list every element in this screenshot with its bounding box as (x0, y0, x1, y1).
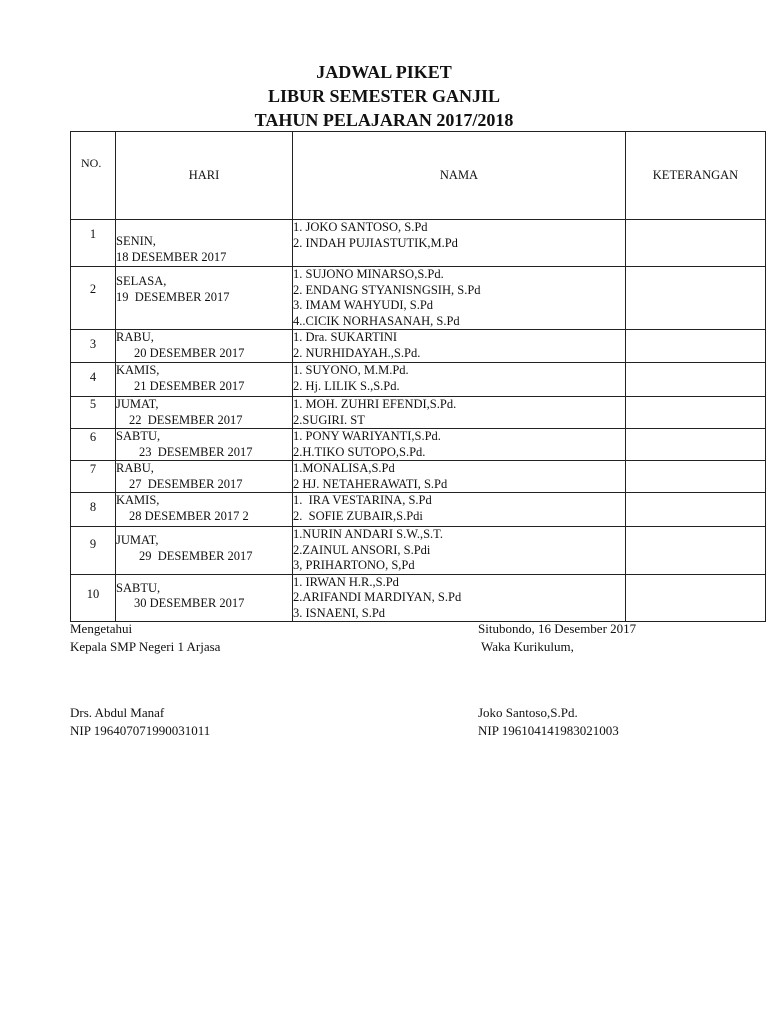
day-date: 29 DESEMBER 2017 (139, 548, 253, 563)
staff-name: 2. SOFIE ZUBAIR,S.Pdi (293, 508, 423, 523)
row-nama (293, 527, 626, 575)
kepala-sekolah-nip: NIP 196407071990031011 (70, 723, 211, 738)
row-number: 2 (71, 267, 116, 330)
day-name: SABTU, (116, 580, 161, 595)
staff-name: 3. ISNAENI, S.Pd (293, 605, 386, 620)
row-nama (293, 493, 626, 527)
row-hari (116, 429, 293, 461)
row-nama (293, 363, 626, 397)
right-signature-block (478, 620, 636, 740)
table-row (71, 363, 766, 397)
staff-name: 4..CICIK NORHASANAH, S.Pd (293, 313, 460, 328)
row-keterangan (626, 330, 766, 363)
table-row (71, 493, 766, 527)
staff-name: 1. PONY WARIYANTI,S.Pd. (293, 429, 441, 443)
staff-name: 1. SUJONO MINARSO,S.Pd. (293, 267, 444, 281)
day-date: 23 DESEMBER 2017 (139, 444, 253, 459)
row-number: 9 (71, 527, 116, 575)
row-number: 6 (71, 429, 116, 461)
header-no: NO. (71, 132, 116, 220)
schedule-table-body (71, 132, 766, 622)
day-name: RABU, (116, 461, 154, 475)
row-number: 3 (71, 330, 116, 363)
row-keterangan (626, 267, 766, 330)
waka-kurikulum-name: Joko Santoso,S.Pd. (478, 705, 578, 720)
row-nama (293, 267, 626, 330)
staff-name: 1. MOH. ZUHRI EFENDI,S.Pd. (293, 397, 457, 411)
day-date: 18 DESEMBER 2017 (116, 249, 227, 264)
table-row (71, 429, 766, 461)
row-keterangan (626, 493, 766, 527)
table-row (71, 267, 766, 330)
row-hari (116, 220, 293, 267)
row-number: 1 (71, 220, 116, 267)
staff-name: 3, PRIHARTONO, S,Pd (293, 558, 415, 572)
row-hari (116, 363, 293, 397)
row-keterangan (626, 363, 766, 397)
day-date: 28 DESEMBER 2017 2 (129, 508, 249, 523)
kepala-sekolah-title: Kepala SMP Negeri 1 Arjasa (70, 639, 221, 654)
day-date: 22 DESEMBER 2017 (129, 412, 243, 427)
table-header-row (71, 132, 766, 220)
row-keterangan (626, 429, 766, 461)
row-nama (293, 461, 626, 493)
day-name: JUMAT, (116, 533, 159, 547)
day-name: RABU, (116, 330, 154, 344)
staff-name: 2.H.TIKO SUTOPO,S.Pd. (293, 444, 426, 459)
waka-kurikulum-title: Waka Kurikulum, (478, 639, 574, 654)
mengetahui-label: Mengetahui (70, 621, 133, 636)
staff-name: 2. INDAH PUJIASTUTIK,M.Pd (293, 235, 458, 250)
day-name: SENIN, (116, 234, 156, 248)
day-name: SELASA, (116, 274, 167, 288)
staff-name: 3. IMAM WAHYUDI, S.Pd (293, 298, 434, 312)
day-name: JUMAT, (116, 397, 159, 411)
staff-name: 2. Hj. LILIK S.,S.Pd. (293, 378, 400, 393)
table-row (71, 574, 766, 622)
table-row (71, 461, 766, 493)
row-keterangan (626, 527, 766, 575)
left-signature-block (70, 620, 220, 740)
row-keterangan (626, 574, 766, 622)
staff-name: 2. NURHIDAYAH.,S.Pd. (293, 345, 421, 360)
title-line-3: TAHUN PELAJARAN 2017/2018 (254, 110, 514, 130)
waka-kurikulum-nip: NIP 196104141983021003 (478, 723, 619, 738)
row-nama (293, 574, 626, 622)
row-nama (293, 330, 626, 363)
day-date: 19 DESEMBER 2017 (116, 289, 230, 304)
day-name: KAMIS, (116, 493, 160, 507)
table-row (71, 220, 766, 267)
header-hari: HARI (116, 132, 293, 220)
row-hari (116, 397, 293, 429)
place-date: Situbondo, 16 Desember 2017 (478, 621, 637, 636)
staff-name: 2.SUGIRI. ST (293, 412, 365, 427)
row-keterangan (626, 397, 766, 429)
staff-name: 1. Dra. SUKARTINI (293, 330, 398, 344)
row-nama (293, 220, 626, 267)
row-number: 10 (71, 574, 116, 622)
staff-name: 1.NURIN ANDARI S.W.,S.T. (293, 527, 444, 541)
row-nama (293, 429, 626, 461)
row-number: 8 (71, 493, 116, 527)
header-keterangan: KETERANGAN (626, 132, 766, 220)
day-name: SABTU, (116, 429, 161, 443)
row-number: 5 (71, 397, 116, 429)
row-keterangan (626, 220, 766, 267)
row-hari (116, 574, 293, 622)
row-number: 4 (71, 363, 116, 397)
row-hari (116, 461, 293, 493)
row-hari (116, 330, 293, 363)
table-row (71, 397, 766, 429)
schedule-table (70, 131, 766, 622)
header-nama: NAMA (293, 132, 626, 220)
day-date: 21 DESEMBER 2017 (134, 378, 245, 393)
day-date: 20 DESEMBER 2017 (134, 345, 245, 360)
staff-name: 1. IRWAN H.R.,S.Pd (293, 574, 399, 589)
title-line-1: JADWAL PIKET (316, 62, 452, 82)
day-date: 27 DESEMBER 2017 (129, 476, 243, 491)
kepala-sekolah-name: Drs. Abdul Manaf (70, 705, 165, 720)
staff-name: 2.ARIFANDI MARDIYAN, S.Pd (293, 590, 462, 604)
row-hari (116, 527, 293, 575)
title-line-2: LIBUR SEMESTER GANJIL (267, 86, 501, 106)
staff-name: 1. SUYONO, M.M.Pd. (293, 363, 409, 377)
row-nama (293, 397, 626, 429)
row-hari (116, 267, 293, 330)
staff-name: 1. JOKO SANTOSO, S.Pd (293, 220, 428, 234)
table-row (71, 330, 766, 363)
staff-name: 1.MONALISA,S.Pd (293, 461, 395, 475)
staff-name: 2.ZAINUL ANSORI, S.Pdi (293, 542, 431, 557)
staff-name: 1. IRA VESTARINA, S.Pd (293, 493, 432, 507)
row-number: 7 (71, 461, 116, 493)
day-name: KAMIS, (116, 363, 160, 377)
row-keterangan (626, 461, 766, 493)
table-row (71, 527, 766, 575)
day-date: 30 DESEMBER 2017 (134, 596, 245, 610)
staff-name: 2 HJ. NETAHERAWATI, S.Pd (293, 476, 448, 491)
row-hari (116, 493, 293, 527)
staff-name: 2. ENDANG STYANISNGSIH, S.Pd (293, 282, 481, 297)
